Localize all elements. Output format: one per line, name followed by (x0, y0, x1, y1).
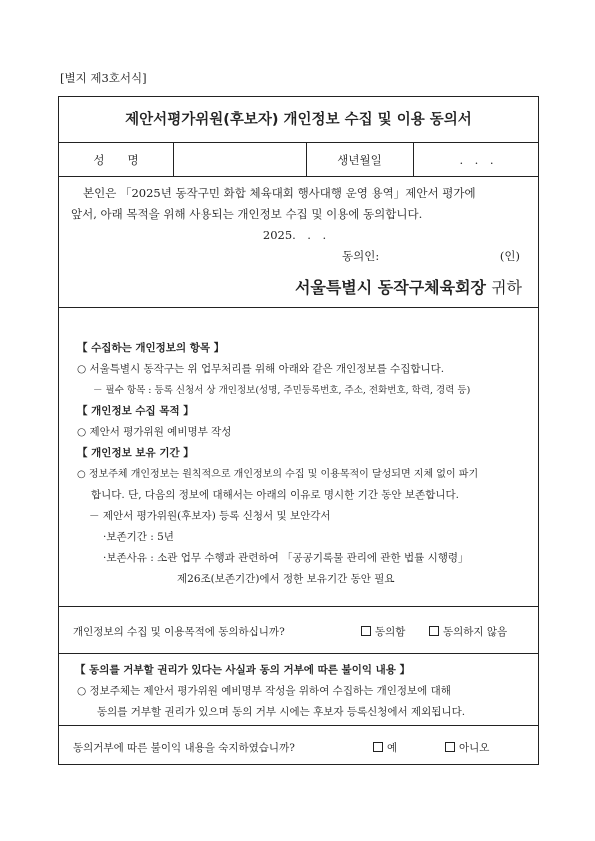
section-heading: 【 수집하는 개인정보의 항목 】 (77, 342, 225, 354)
signature-row (59, 246, 538, 268)
checkbox-icon[interactable] (445, 742, 455, 752)
section-line: ·보존사유 : 소관 업무 수행과 관련하여 「공공기록물 관리에 관한 법률 시행령」 (103, 552, 469, 564)
section-heading: 【 동의를 거부할 권리가 있다는 사실과 동의 거부에 따른 불이익 내용 】 (75, 664, 411, 676)
no-option[interactable] (445, 740, 489, 755)
divider (173, 142, 174, 176)
divider (59, 606, 538, 607)
consent-line: 본인은 「2025년 동작구민 화합 체육대회 행사대행 운영 용역」제안서 평가에 (83, 186, 476, 200)
section-line: ○ 서울특별시 동작구는 위 업무처리를 위해 아래와 같은 개인정보를 수집합니다. (77, 363, 445, 375)
name-field[interactable] (175, 144, 304, 174)
section-line: ○ 제안서 평가위원 예비명부 작성 (77, 426, 232, 438)
birthdate-field[interactable]: . . . (459, 153, 494, 167)
collected-items-section (59, 338, 538, 590)
no-option-label: 아니오 (459, 742, 490, 754)
consent-statement (59, 183, 538, 268)
divider (59, 176, 538, 177)
section-line: 동의를 거부할 권리가 있으며 동의 거부 시에는 후보자 등록신청에서 제외됩니다. (97, 706, 466, 718)
signer-label: 동의인: (342, 249, 380, 263)
yes-option[interactable] (373, 740, 397, 755)
divider (413, 142, 414, 176)
addressee (295, 275, 522, 298)
section-line: － 필수 항목 : 등록 신청서 상 개인정보(성명, 주민등록번호, 주소, 전화번호, 학력, 경력 등) (93, 385, 471, 396)
disagree-option[interactable] (429, 624, 507, 639)
section-line: 합니다. 단, 다음의 정보에 대해서는 아래의 이유로 명시한 기간 동안 보존합니다. (91, 489, 459, 501)
agree-option[interactable] (361, 624, 405, 639)
name-label: 성 명 (93, 153, 139, 167)
divider (59, 307, 538, 308)
section-heading: 【 개인정보 수집 목적 】 (77, 405, 194, 417)
section-line: ·보존기간 : 5년 (103, 531, 174, 543)
checkbox-icon[interactable] (361, 626, 371, 636)
checkbox-icon[interactable] (429, 626, 439, 636)
seal-mark: (인) (499, 249, 520, 263)
section-line: ○ 정보주체 개인정보는 원칙적으로 개인정보의 수집 및 이용목적이 달성되면 지체 없이 파기 (77, 469, 479, 480)
consent-date[interactable]: 2025. . . (262, 228, 327, 242)
yes-option-label: 예 (387, 742, 398, 754)
birthdate-label: 생년월일 (337, 153, 382, 167)
divider (59, 142, 538, 143)
section-line: ○ 정보주체는 제안서 평가위원 예비명부 작성을 위하여 수집하는 개인정보에 대해 (77, 685, 451, 697)
divider (59, 725, 538, 726)
checkbox-icon[interactable] (373, 742, 383, 752)
section-heading: 【 개인정보 보유 기간 】 (77, 447, 194, 459)
agree-option-label: 동의함 (375, 626, 406, 638)
divider (59, 653, 538, 654)
refusal-rights-section (59, 660, 538, 723)
disagree-option-label: 동의하지 않음 (443, 626, 508, 638)
addressee-name: 서울특별시 동작구체육회장 (294, 278, 486, 297)
section-line: 제26조(보존기간)에서 정한 보유기간 동안 필요 (177, 573, 395, 585)
refusal-question: 동의거부에 따른 불이익 내용을 숙지하였습니까? (73, 742, 295, 754)
consent-line: 앞서, 아래 목적을 위해 사용되는 개인정보 수집 및 이용에 동의합니다. (71, 207, 423, 221)
consent-question: 개인정보의 수집 및 이용목적에 동의하십니까? (73, 626, 285, 638)
form-number-label: [별지 제3호서식] (60, 71, 147, 85)
consent-form (58, 96, 539, 765)
form-title: 제안서평가위원(후보자) 개인정보 수집 및 이용 동의서 (125, 112, 472, 128)
addressee-honorific: 귀하 (491, 278, 522, 297)
section-line: － 제안서 평가위원(후보자) 등록 신청서 및 보안각서 (89, 510, 331, 522)
